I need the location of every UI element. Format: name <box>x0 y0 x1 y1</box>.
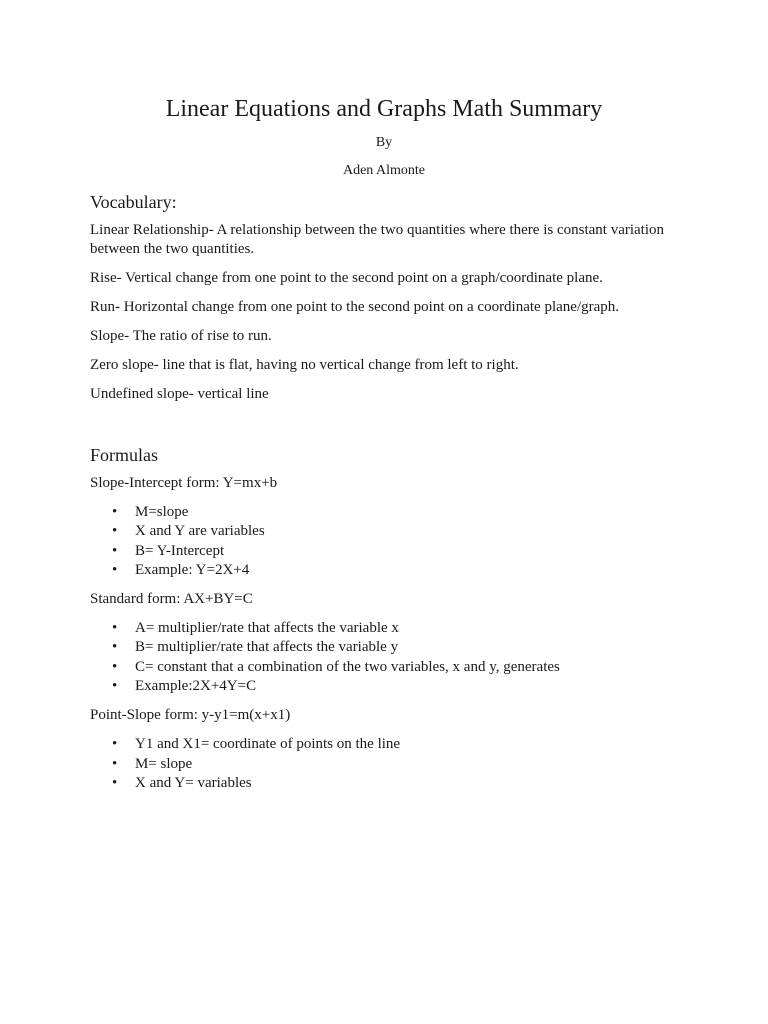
vocab-zero-slope: Zero slope- line that is flat, having no vertical change from left to right. <box>90 357 519 373</box>
list-item: • B= Y-Intercept <box>112 542 678 561</box>
list-item: • A= multiplier/rate that affects the variable x <box>112 619 678 638</box>
list-item: • X and Y= variables <box>112 774 678 793</box>
vocab-run: Run- Horizontal change from one point to the second point on a coordinate plane/graph. <box>90 299 620 315</box>
byline: By <box>375 135 393 150</box>
bullet-icon: • <box>112 523 118 540</box>
slope-intercept-list <box>90 503 678 580</box>
standard-form-list <box>90 619 678 696</box>
vocabulary-heading: Vocabulary: <box>90 192 177 212</box>
bullet-icon: • <box>112 561 118 578</box>
list-item: • M= slope <box>112 755 678 774</box>
slope-intercept-label: Slope-Intercept form: Y=mx+b <box>90 475 278 491</box>
standard-form-label: Standard form: AX+BY=C <box>90 591 253 608</box>
list-item: • B= multiplier/rate that affects the variable y <box>112 638 678 657</box>
list-item: • Example: Y=2X+4 <box>112 561 678 580</box>
point-slope-label: Point-Slope form: y-y1=m(x+x1) <box>90 707 291 724</box>
formulas-heading: Formulas <box>90 445 159 465</box>
bullet-icon: • <box>112 755 118 772</box>
point-slope-list <box>90 735 678 793</box>
bullet-icon: • <box>112 774 118 791</box>
document-title: Linear Equations and Graphs Math Summary <box>165 96 603 122</box>
bullet-icon: • <box>112 678 118 695</box>
bullet-icon: • <box>112 620 118 637</box>
vocab-linear-relationship: Linear Relationship- A relationship between the two quantities where there is constant variation between the two quantities. <box>90 222 665 257</box>
list-item: • Example:2X+4Y=C <box>112 677 678 696</box>
bullet-icon: • <box>112 639 118 656</box>
bullet-icon: • <box>112 736 118 753</box>
vocab-rise: Rise- Vertical change from one point to the second point on a graph/coordinate plane. <box>90 270 603 286</box>
list-item: • M=slope <box>112 503 678 522</box>
list-item: • X and Y are variables <box>112 522 678 541</box>
bullet-icon: • <box>112 658 118 675</box>
author-name: Aden Almonte <box>342 163 426 178</box>
vocab-undefined-slope: Undefined slope- vertical line <box>90 386 269 402</box>
bullet-icon: • <box>112 542 118 559</box>
list-item: • Y1 and X1= coordinate of points on the line <box>112 735 678 754</box>
bullet-icon: • <box>112 504 118 520</box>
vocab-slope: Slope- The ratio of rise to run. <box>90 328 272 344</box>
list-item: • C= constant that a combination of the two variables, x and y, generates <box>112 658 678 677</box>
